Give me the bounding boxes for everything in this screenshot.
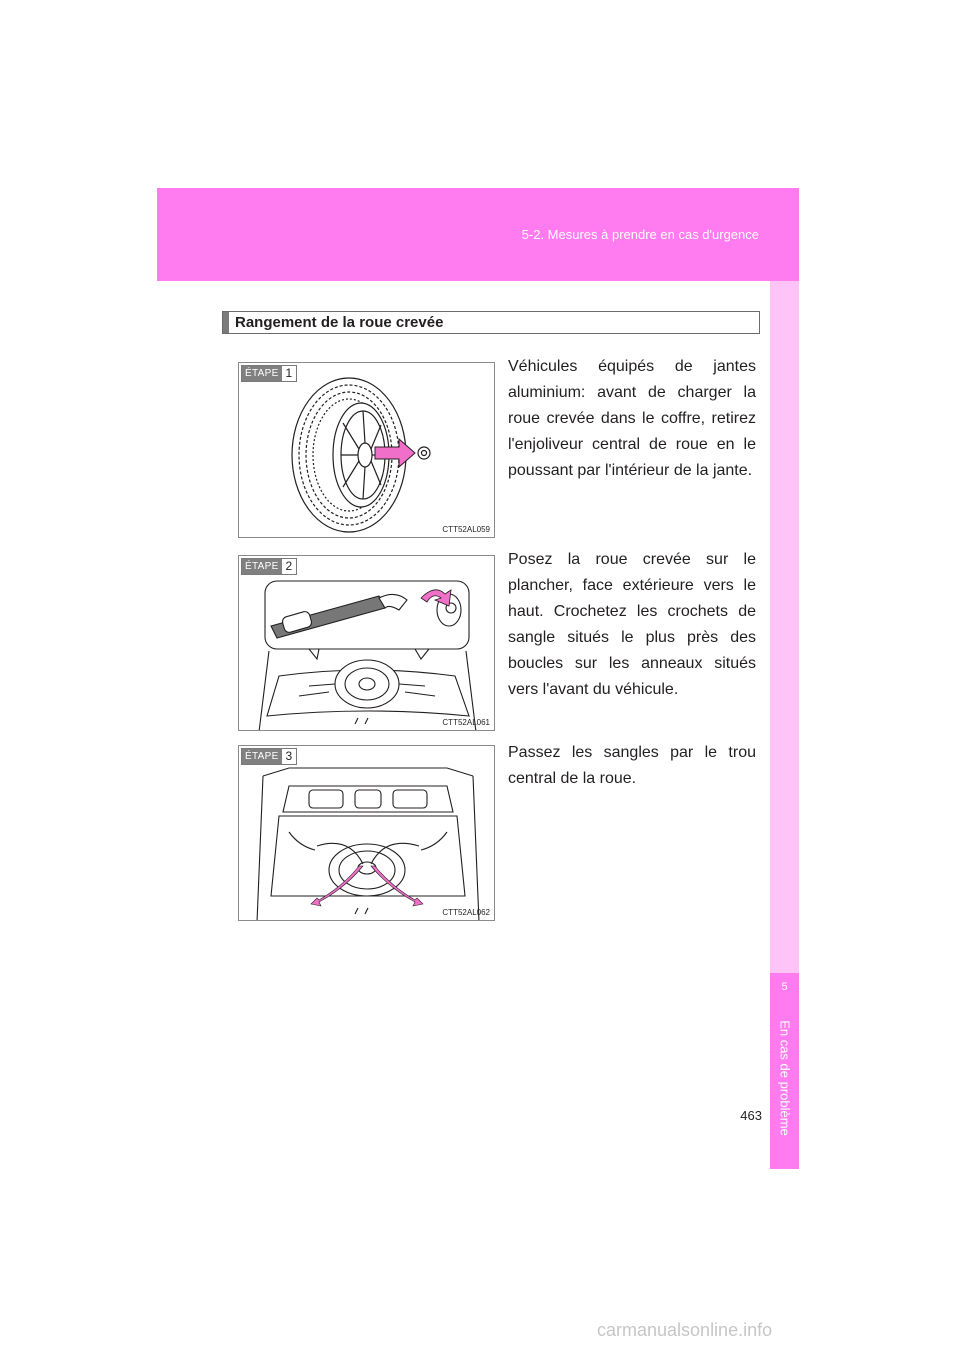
step-badge-1 [241, 365, 297, 382]
section-heading [222, 311, 760, 334]
step-badge-2 [241, 558, 297, 575]
step-3-text: Passez les sangles par le trou central de la roue. [508, 744, 756, 787]
chapter-title: En cas de problème [777, 1020, 792, 1136]
tire-illustration [239, 363, 495, 538]
step-label: ÉTAPE [242, 749, 282, 764]
header-section-title: 5-2. Mesures à prendre en cas d'urgence [521, 227, 759, 242]
header-band [157, 188, 799, 281]
page-number: 463 [740, 1108, 762, 1123]
step-2-text: Posez la roue crevée sur le plancher, face extérieure vers le haut. Crochetez les crochets de sangle situés le plus près des boucles sur les anneaux situés vers l'avant du véhicule. [508, 551, 756, 698]
figure-step-2 [238, 555, 495, 731]
step-number: 1 [285, 366, 293, 380]
section-title: Rangement de la roue crevée [235, 314, 444, 331]
figure-code: CTT52AL061 [442, 718, 490, 727]
chapter-number: 5 [781, 981, 788, 993]
watermark[interactable]: carmanualsonline.info [597, 1320, 773, 1340]
step-badge-3 [241, 748, 297, 765]
section-marker [223, 312, 229, 333]
step-number: 2 [285, 559, 293, 573]
step-1-text: Véhicules équipés de jantes aluminium: avant de charger la roue crevée dans le coffre, retirez l'enjoliveur central de roue en le poussant par l'intérieur de la jante. [508, 358, 756, 479]
chapter-tab[interactable] [770, 973, 799, 1169]
figure-step-1 [238, 362, 495, 538]
trunk-wheel-illustration [239, 746, 495, 921]
step-number: 3 [285, 749, 293, 763]
trunk-strap-illustration [239, 556, 495, 731]
step-label: ÉTAPE [242, 366, 282, 381]
figure-code: CTT52AL062 [442, 908, 490, 917]
figure-code: CTT52AL059 [442, 525, 490, 534]
step-label: ÉTAPE [242, 559, 282, 574]
figure-step-3 [238, 745, 495, 921]
